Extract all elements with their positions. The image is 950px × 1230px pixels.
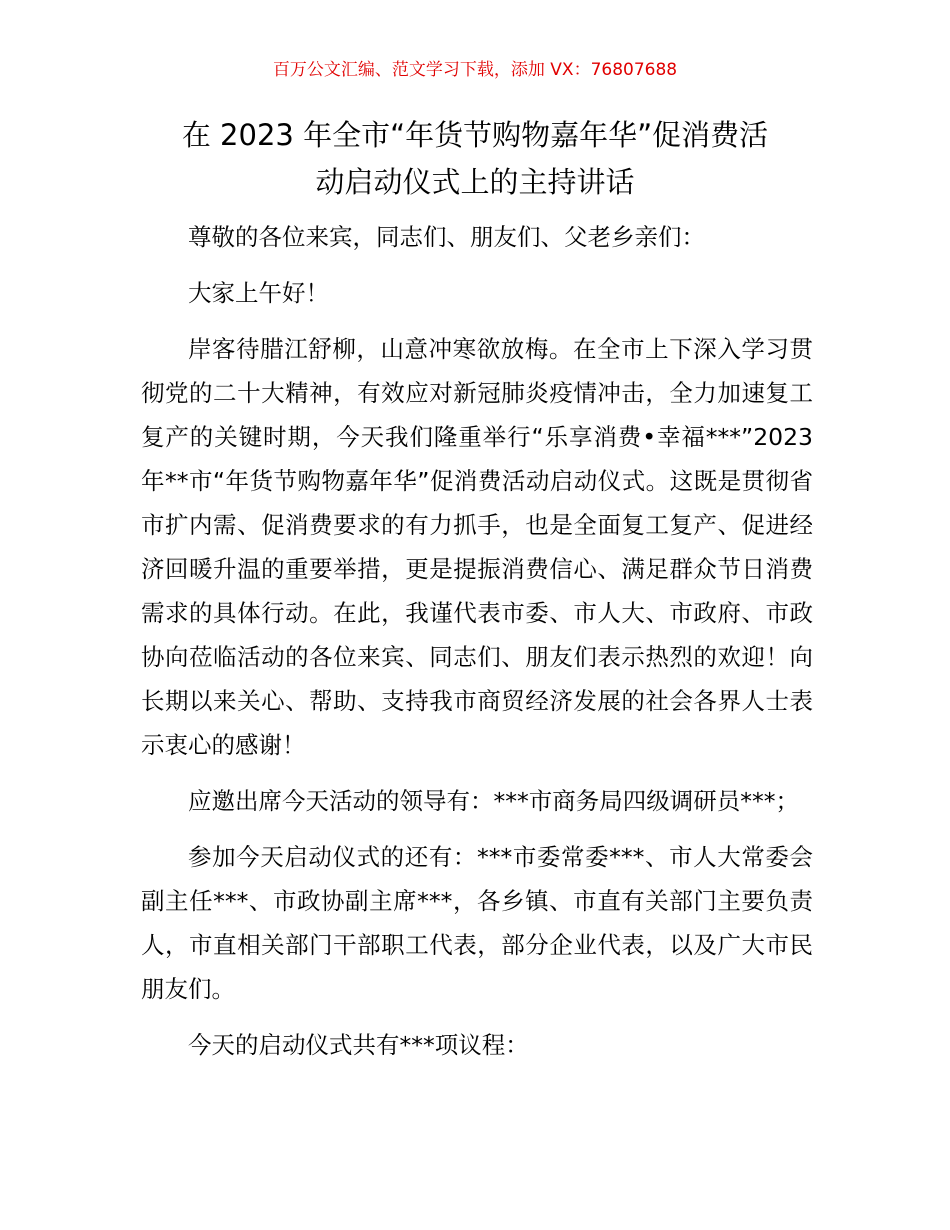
greeting-paragraph: 大家上午好！ bbox=[188, 279, 329, 307]
attendees-paragraph: 参加今天启动仪式的还有：***市委常委***、市人大常委会副主任***、市政协副主席***，各乡镇、市直有关部门主要负责人，市直相关部门干部职工代表，部分企业代表，以及广大市民朋友们。 bbox=[141, 843, 813, 1003]
salutation-paragraph: 尊敬的各位来宾，同志们、朋友们、父老乡亲们： bbox=[188, 223, 705, 251]
document-body bbox=[141, 215, 813, 1067]
title-line-2: 动启动仪式上的主持讲话 bbox=[315, 165, 635, 199]
title-line-1: 在 2023 年全市“年货节购物嘉年华”促消费活 bbox=[181, 118, 769, 152]
promo-banner: 百万公文汇编、范文学习下载，添加 VX：76807688 bbox=[272, 60, 678, 80]
opening-paragraph: 岸客待腊江舒柳，山意冲寒欲放梅。在全市上下深入学习贯彻党的二十大精神，有效应对新冠肺炎疫情冲击，全力加速复工复产的关键时期，今天我们隆重举行“乐享消费•幸福***”2023 年**市“年货节购物嘉年华”促消费活动启动仪式。这既是贯彻省市扩内需、促消费要求的有力抓手，也是全面复工复产、促进经济回暖升温的重要举措，更是提振消费信心、满足群众节日消费需求的具体行动。在此，我谨代表市委、市人大、市政府、市政协向莅临活动的各位来宾、同志们、朋友们表示热烈的欢迎！向长期以来关心、帮助、支持我市商贸经济发展的社会各界人士表示衷心的感谢！ bbox=[141, 335, 813, 759]
leaders-paragraph: 应邀出席今天活动的领导有：***市商务局四级调研员***； bbox=[188, 787, 799, 815]
agenda-paragraph: 今天的启动仪式共有***项议程： bbox=[188, 1031, 529, 1059]
document-title bbox=[120, 112, 830, 206]
